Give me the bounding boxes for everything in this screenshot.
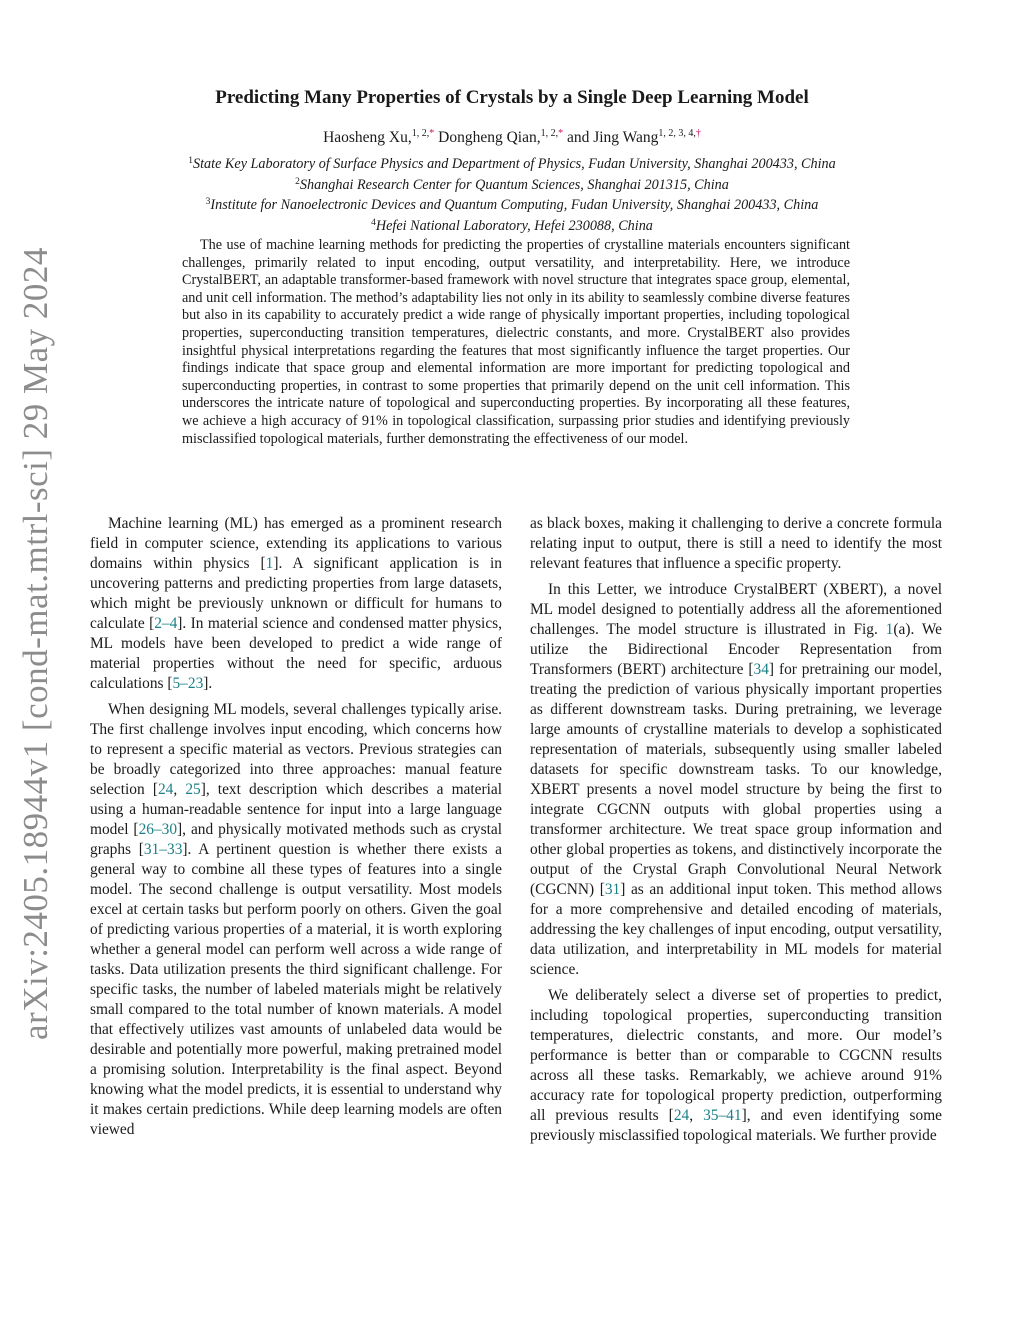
author-list (0, 128, 1024, 147)
affiliation: $^3$Institute for Nanoelectronic Devices and Quantum Computing, Fudan University, Shanghai 200433, China (205, 197, 819, 214)
citation-link[interactable]: 1 (265, 555, 274, 572)
affiliation: $^4$Hefei National Laboratory, Hefei 230088, China (371, 217, 653, 234)
citation-link[interactable]: 5–23 (172, 675, 204, 692)
body-text: ]. In material science and condensed matter physics, ML models have been developed to predict a wide range of material properties without the need for specific, arduous calculations [ (90, 615, 502, 692)
abstract-text: The use of machine learning methods for predicting the properties of crystalline materials encounters significant challenges, primarily related to input encoding, output versatility, and interpretability. Here, we introduce CrystalBERT, an adaptable transformer-based framework with novel structure that integrates space group, elemental, and unit cell information. The method’s adaptability lies not only in its ability to seamlessly combine diverse features but also in its capability to accurately predict a wide range of physically important properties, including topological properties, superconducting transition temperatures, dielectric constants, and more. CrystalBERT also provides insightful physical interpretations regarding the features that most significantly influence the target properties. Our findings indicate that space group and elemental information are more important for predicting topological and superconducting properties, in contrast to some properties that primarily depend on the unit cell information. This underscores the intricate nature of topological and superconducting properties. By incorporating all these features, we achieve a high accuracy of 91% in topological classification, surpassing prior studies and identifying previously misclassified topological materials, further demonstrating the effectiveness of our model. (182, 237, 850, 447)
author-affiliation-marker: 1, 2,* (540, 128, 564, 139)
citation-link[interactable]: 25 (185, 781, 201, 798)
body-text: ] as an additional input token. This method allows for a more comprehensive and detailed encoding of materials, addressing the key challenges of input encoding, output versatility, data utilization, and interpretability in ML models for material science. (530, 881, 942, 978)
body-text: as black boxes, making it challenging to derive a concrete formula relating input to output, there is still a need to identify the most relevant features that influence a specific property. (530, 515, 942, 572)
body-column-left (90, 514, 502, 1146)
affiliation: $^1$State Key Laboratory of Surface Physics and Department of Physics, Fudan University, Shanghai 200433, China (188, 156, 836, 172)
body-text: Machine learning (ML) has emerged as a prominent research field in computer science, extending its applications to various domains within physics [ (90, 515, 502, 572)
body-text: ], and physically motivated methods such as crystal graphs [ (90, 821, 502, 858)
author-affiliation-marker: 1, 2, 3, 4,† (658, 128, 701, 139)
author-affiliation-marker: 1, 2,* (411, 128, 435, 139)
citation-link[interactable]: 24 (673, 1107, 690, 1124)
body-text: ]. (203, 675, 213, 692)
body-paragraph (90, 514, 502, 694)
citation-link[interactable]: 1 (885, 621, 894, 638)
citation-link[interactable]: 34 (753, 661, 769, 678)
author-name: Dongheng Qian, (438, 129, 541, 146)
body-text: ], text description which describes a material using a human-readable sentence for input into a large language model [ (90, 781, 502, 838)
body-paragraph (90, 700, 502, 1140)
body-paragraph (530, 514, 942, 574)
body-text: , (173, 781, 186, 798)
body-text: ]. A significant application is in uncovering patterns and predicting properties from large datasets, which might be previously unknown or difficult for humans to calculate [ (90, 555, 502, 632)
citation-link[interactable]: 26–30 (138, 821, 178, 838)
affiliation-list (0, 153, 1024, 235)
body-text: We deliberately select a diverse set of properties to predict, including topological properties, superconducting transition temperatures, dielectric constants, and more. Our model’s performance is better than or comparable to CGCNN results across all these tasks. Remarkably, we achieve around 91% accuracy rate for topological property prediction, outperforming all previous results [ (530, 987, 942, 1124)
abstract (182, 237, 850, 448)
paper-title: Predicting Many Properties of Crystals by a Single Deep Learning Model (215, 87, 809, 108)
body-text: In this Letter, we introduce CrystalBERT (XBERT), a novel ML model designed to potentially address all the aforementioned challenges. The model structure is illustrated in Fig. (530, 581, 942, 638)
body-column-right (530, 514, 942, 1152)
citation-link[interactable]: 35–41 (703, 1107, 742, 1124)
body-text: ], and even identifying some previously misclassified topological materials. We further provide (530, 1107, 942, 1144)
affiliation: $^2$Shanghai Research Center for Quantum Sciences, Shanghai 201315, China (295, 176, 729, 193)
body-paragraph (530, 986, 942, 1146)
body-paragraph (530, 580, 942, 980)
body-text: , (689, 1107, 704, 1124)
citation-link[interactable]: 31 (604, 881, 621, 898)
body-text: ] for pretraining our model, treating the prediction of various physically important properties as different downstream tasks. During pretraining, we leverage large amounts of crystalline materials to develop a sophisticated representation of materials, subsequently using smaller labeled datasets for specific downstream tasks. To our knowledge, XBERT presents a novel model structure by being the first to integrate CGCNN outputs with global properties using a transformer architecture. We treat space group information and other global properties as tokens, and distinctively incorporate the output of the Crystal Graph Convolutional Neural Network (CGCNN) [ (530, 661, 942, 898)
body-text: (a). We utilize the Bidirectional Encoder Representation from Transformers (BERT) architecture [ (530, 621, 942, 678)
author-name: and Jing Wang (566, 129, 659, 146)
citation-link[interactable]: 31–33 (143, 841, 183, 858)
body-text: ]. A pertinent question is whether there exists a general way to combine all these types of features into a single model. The second challenge is output versatility. Most models excel at certain tasks but perform poorly on others. Given the goal of predicting various properties of a material, it is worth exploring whether a general model can perform well across a wide range of tasks. Data utilization presents the third significant challenge. For specific tasks, the number of labeled materials might be relatively small compared to the total number of known materials. A model that effectively utilizes vast amounts of unlabeled data would be desirable and potentially more powerful, making pretrained model a promising solution. Interpretability is the final aspect. Beyond knowing what the model predicts, it is essential to understand why it makes certain predictions. While deep learning models are often viewed (90, 841, 502, 1138)
citation-link[interactable]: 24 (157, 781, 174, 798)
citation-link[interactable]: 2–4 (154, 615, 178, 632)
body-text: When designing ML models, several challenges typically arise. The first challenge involves input encoding, which concerns how to represent a specific material as vectors. Previous strategies can be broadly categorized into three approaches: manual feature selection [ (90, 701, 502, 798)
arxiv-identifier: arXiv:2405.18944v1 [cond-mat.mtrl-sci] 29 May 2024 (16, 247, 55, 1040)
author-name: Haosheng Xu, (323, 129, 412, 146)
